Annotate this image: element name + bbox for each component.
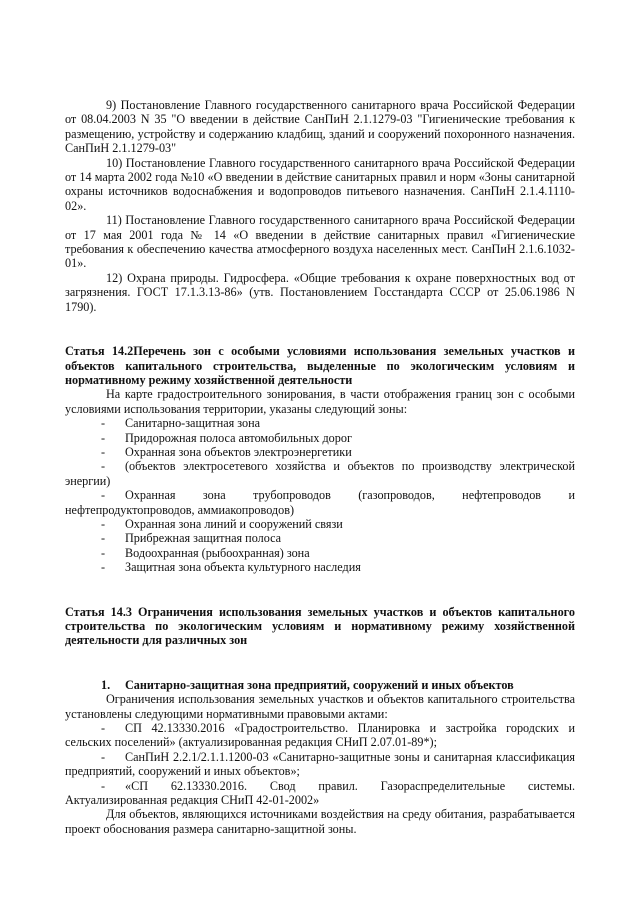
article-14-2-heading: Статья 14.2Перечень зон с особыми условиями использования земельных участков и объектов капитального строительства, выделенные по экологическим условиям и нормативному режиму хозяйственной деятельности (65, 344, 575, 387)
list-dash: - (101, 488, 106, 503)
list-dash: - (101, 531, 106, 546)
list-dash: - (101, 749, 106, 764)
section-1-closing: Для объектов, являющихся источниками воздействия на среду обитания, разрабатывается проект обоснования размера санитарно-защитной зоны. (65, 807, 575, 836)
zones-list (65, 416, 575, 574)
list-dash: - (101, 545, 106, 560)
list-item-10: 10) Постановление Главного государственного санитарного врача Российской Федерации от 14 марта 2002 года №10 «О введении в действие санитарных правил и норм «Зоны санитарной охраны источников водоснабжения и водопроводов питьевого назначения. СанПиН 2.1.4.1110-02». (65, 155, 575, 213)
zone-item: - Охранная зона трубопроводов (газопроводов, нефтепроводов и нефтепродуктопроводов, аммиакопроводов) (65, 488, 575, 517)
act-item: - СанПиН 2.2.1/2.1.1.1200-03 «Санитарно-защитные зоны и санитарная классификация предприятий, сооружений и иных объектов»; (65, 749, 575, 779)
zone-item: - Охранная зона линий и сооружений связи (65, 517, 575, 531)
spacer (65, 648, 575, 664)
list-dash: - (101, 516, 106, 531)
zone-item: - Водоохранная (рыбоохранная) зона (65, 546, 575, 560)
spacer (65, 575, 575, 591)
section-number: 1. (101, 677, 111, 692)
list-dash: - (101, 444, 106, 459)
zone-item: - Охранная зона объектов электроэнергетики (65, 445, 575, 459)
list-dash: - (101, 416, 106, 431)
list-dash: - (101, 459, 106, 474)
article-14-3-heading: Статья 14.3 Ограничения использования земельных участков и объектов капитального строительства по экологическим условиям и нормативному режиму хозяйственной деятельности для различных зон (65, 604, 575, 648)
zone-item: - Защитная зона объекта культурного наследия (65, 560, 575, 574)
section-title: Санитарно-защитная зона предприятий, сооружений и иных объектов (125, 677, 514, 692)
list-dash: - (101, 560, 106, 575)
spacer (65, 330, 575, 344)
zone-item: - Прибрежная защитная полоса (65, 531, 575, 545)
section-1-intro: Ограничения использования земельных участков и объектов капитального строительства установлены следующими нормативными правовыми актами: (65, 692, 575, 721)
section-1-heading (65, 678, 575, 692)
list-item-11: 11) Постановление Главного государственного санитарного врача Российской Федерации от 17 мая 2001 года № 14 «О введении в действие санитарных правил «Гигиенические требования к обеспечению качества атмосферного воздуха населенных мест. СанПиН 2.1.6.1032-01». (65, 213, 575, 271)
zone-item: - Санитарно-защитная зона (65, 416, 575, 430)
list-dash: - (101, 721, 106, 736)
spacer (65, 664, 575, 678)
act-item: - СП 42.13330.2016 «Градостроительство. Планировка и застройка городских и сельских поселений» (актуализированная редакция СНиП 2.07.01-89*); (65, 721, 575, 750)
list-dash: - (101, 778, 106, 793)
zone-item: - Придорожная полоса автомобильных дорог (65, 431, 575, 445)
spacer (65, 591, 575, 605)
act-item: - «СП 62.13330.2016. Свод правил. Газораспределительные системы. Актуализированная редакция СНиП 42-01-2002» (65, 778, 575, 808)
article-14-2-intro: На карте градостроительного зонирования, в части отображения границ зон с особыми условиями использования территории, указаны следующий зоны: (65, 387, 575, 416)
list-item-12: 12) Охрана природы. Гидросфера. «Общие требования к охране поверхностных вод от загрязнения. ГОСТ 17.1.3.13-86» (утв. Постановлением Госстандарта СССР от 25.06.1986 N 1790). (65, 270, 575, 314)
zone-item: - (объектов электросетевого хозяйства и объектов по производству электрической энергии) (65, 459, 575, 488)
spacer (65, 314, 575, 330)
document-page (65, 98, 575, 836)
list-dash: - (101, 430, 106, 445)
list-item-9: 9) Постановление Главного государственного санитарного врача Российской Федерации от 08.04.2003 N 35 "О введении в действие СанПиН 2.1.1279-03 "Гигиенические требования к размещению, устройству и содержанию кладбищ, зданий и сооружений похоронного назначения. СанПиН 2.1.1279-03" (65, 98, 575, 156)
